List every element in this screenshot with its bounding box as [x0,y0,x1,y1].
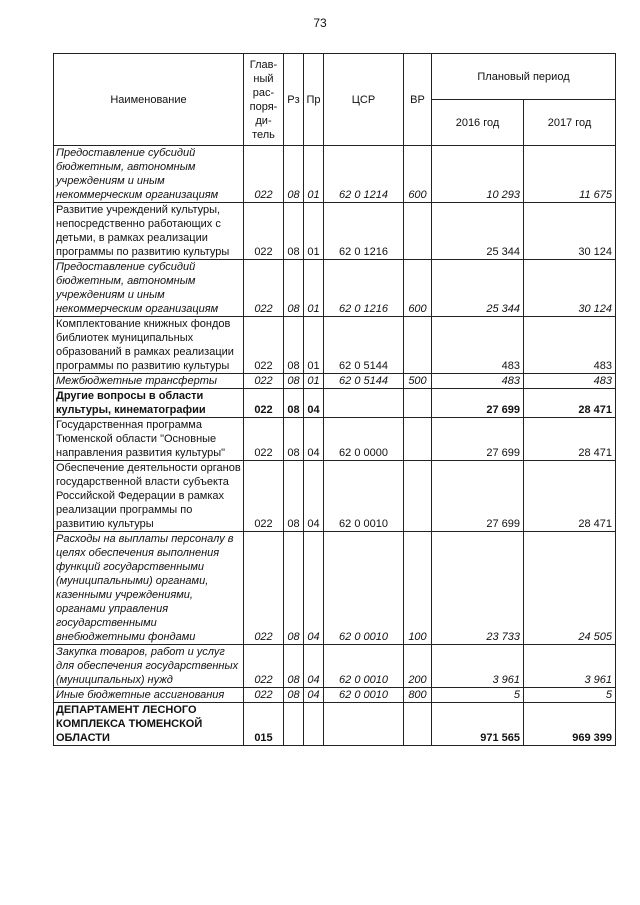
row-2016: 483 [432,374,524,389]
row-csr: 62 0 0010 [324,645,404,688]
row-pr: 04 [304,461,324,532]
row-2017: 24 505 [524,532,616,645]
row-2016: 27 699 [432,461,524,532]
header-year-2016: 2016 год [432,100,524,146]
row-2016: 3 961 [432,645,524,688]
row-2016: 23 733 [432,532,524,645]
row-vr: 200 [404,645,432,688]
row-vr: 800 [404,688,432,703]
row-rz: 08 [284,688,304,703]
row-rz: 08 [284,317,304,374]
row-vr [404,418,432,461]
table-row [54,203,616,260]
row-vr: 100 [404,532,432,645]
row-csr: 62 0 1216 [324,260,404,317]
row-main-manager: 022 [244,260,284,317]
row-2016: 971 565 [432,703,524,746]
header-pr: Пр [304,54,324,146]
row-name: Комплектование книжных фондов библиотек муниципальных образований в рамках реализации программы по развитию культуры [54,317,244,374]
row-pr: 04 [304,418,324,461]
row-2016: 25 344 [432,260,524,317]
row-2017: 483 [524,317,616,374]
row-2017: 5 [524,688,616,703]
row-csr: 62 0 5144 [324,374,404,389]
row-2016: 483 [432,317,524,374]
row-csr: 62 0 0000 [324,418,404,461]
row-rz: 08 [284,203,304,260]
table-row [54,532,616,645]
row-main-manager: 022 [244,532,284,645]
row-rz: 08 [284,389,304,418]
header-vr: ВР [404,54,432,146]
row-rz: 08 [284,146,304,203]
row-2017: 28 471 [524,389,616,418]
row-vr: 600 [404,146,432,203]
row-csr: 62 0 0010 [324,532,404,645]
row-name: Обеспечение деятельности органов государственной власти субъекта Российской Федерации в рамках реализации программы по развитию культуры [54,461,244,532]
header-name: Наименование [54,54,244,146]
row-2016: 27 699 [432,389,524,418]
row-2017: 969 399 [524,703,616,746]
row-vr: 600 [404,260,432,317]
table-row [54,374,616,389]
table-row [54,703,616,746]
row-main-manager: 022 [244,418,284,461]
row-vr [404,389,432,418]
row-pr: 01 [304,317,324,374]
row-csr: 62 0 1216 [324,203,404,260]
header-rz: Рз [284,54,304,146]
row-pr: 01 [304,146,324,203]
row-main-manager: 022 [244,688,284,703]
header-year-2017: 2017 год [524,100,616,146]
row-2016: 10 293 [432,146,524,203]
header-csr: ЦСР [324,54,404,146]
row-name: Государственная программа Тюменской области "Основные направления развития культуры" [54,418,244,461]
table-row [54,389,616,418]
row-pr: 04 [304,389,324,418]
row-2017: 11 675 [524,146,616,203]
row-name: Иные бюджетные ассигнования [54,688,244,703]
row-name: Межбюджетные трансферты [54,374,244,389]
table-row [54,260,616,317]
page-number: 73 [313,16,327,30]
row-csr: 62 0 0010 [324,461,404,532]
row-rz: 08 [284,418,304,461]
row-vr: 500 [404,374,432,389]
row-name: Расходы на выплаты персоналу в целях обеспечения выполнения функций государственными (муниципальными) органами, казенными учреждениями, органами управления государственными внебюджетными фондами [54,532,244,645]
row-2017: 30 124 [524,260,616,317]
row-main-manager: 022 [244,203,284,260]
row-rz: 08 [284,374,304,389]
row-rz: 08 [284,532,304,645]
row-name: Другие вопросы в области культуры, кинематографии [54,389,244,418]
header-plan-period: Плановый период [432,54,616,100]
table-body [54,146,616,746]
row-name: Предоставление субсидий бюджетным, автономным учреждениям и иным некоммерческим организациям [54,260,244,317]
row-2016: 27 699 [432,418,524,461]
table-row [54,645,616,688]
row-csr: 62 0 1214 [324,146,404,203]
table-row [54,461,616,532]
row-2017: 28 471 [524,418,616,461]
row-name: Предоставление субсидий бюджетным, автономным учреждениям и иным некоммерческим организациям [54,146,244,203]
row-vr [404,461,432,532]
row-2017: 30 124 [524,203,616,260]
row-main-manager: 015 [244,703,284,746]
row-main-manager: 022 [244,461,284,532]
row-rz: 08 [284,260,304,317]
row-pr: 04 [304,688,324,703]
row-main-manager: 022 [244,317,284,374]
header-main-manager [244,54,284,146]
row-name: ДЕПАРТАМЕНТ ЛЕСНОГО КОМПЛЕКСА ТЮМЕНСКОЙ ОБЛАСТИ [54,703,244,746]
row-main-manager: 022 [244,146,284,203]
row-2016: 5 [432,688,524,703]
row-main-manager: 022 [244,389,284,418]
row-name: Развитие учреждений культуры, непосредственно работающих с детьми, в рамках реализации программы по развитию культуры [54,203,244,260]
row-rz [284,703,304,746]
row-pr: 01 [304,374,324,389]
row-name: Закупка товаров, работ и услуг для обеспечения государственных (муниципальных) нужд [54,645,244,688]
row-csr [324,703,404,746]
row-csr: 62 0 0010 [324,688,404,703]
table-row [54,317,616,374]
row-vr [404,317,432,374]
budget-table [53,53,616,746]
row-pr [304,703,324,746]
row-pr: 04 [304,645,324,688]
row-csr [324,389,404,418]
table-row [54,146,616,203]
row-pr: 01 [304,260,324,317]
table-row [54,418,616,461]
row-2017: 483 [524,374,616,389]
row-main-manager: 022 [244,645,284,688]
table-row [54,688,616,703]
row-2016: 25 344 [432,203,524,260]
row-2017: 28 471 [524,461,616,532]
row-pr: 01 [304,203,324,260]
row-csr: 62 0 5144 [324,317,404,374]
row-vr [404,203,432,260]
row-2017: 3 961 [524,645,616,688]
row-rz: 08 [284,645,304,688]
row-main-manager: 022 [244,374,284,389]
row-rz: 08 [284,461,304,532]
row-pr: 04 [304,532,324,645]
header-main-manager-text: Глав- ный рас- поря- ди- тель [249,58,278,141]
row-vr [404,703,432,746]
